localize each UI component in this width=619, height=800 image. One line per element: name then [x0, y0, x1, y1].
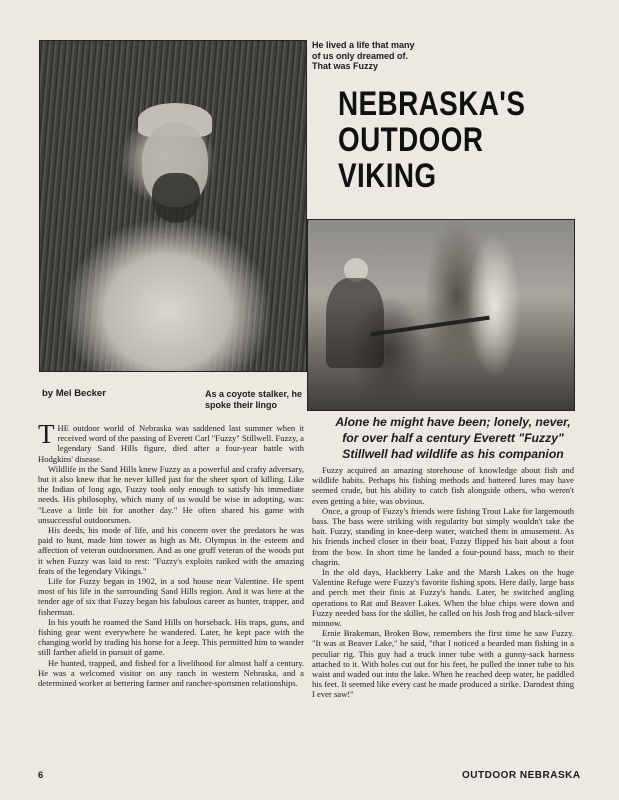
article-deck: Alone he might have been; lonely, never, for over half a century Everett "Fuzzy" Stillwell had wildlife as his companion	[335, 415, 571, 461]
rifle-shape	[370, 316, 489, 337]
title-line-1: NEBRASKA'S	[338, 85, 526, 123]
magazine-name: OUTDOOR NEBRASKA	[462, 770, 581, 781]
paragraph: Life for Fuzzy began in 1902, in a sod house near Valentine. He spent most of his life in the surrounding Sand Hills region. And it was here at the tender age of six that Fuzzy began his fabulous career as hunter, trapper, and fisherman.	[38, 576, 304, 617]
tagline: He lived a life that many of us only dreamed of. That was Fuzzy	[312, 40, 415, 71]
hunter-photo	[307, 219, 575, 411]
article-title	[338, 86, 535, 194]
hunter-body-shape	[326, 278, 384, 368]
paragraph: He hunted, trapped, and fished for a livelihood for almost half a century. He was a welcomed visitor on any ranch in western Nebraska, and a determined worker at bettering farmer and rancher-sportsmen relationships.	[38, 657, 304, 689]
byline: by Mel Becker	[42, 388, 106, 399]
right-column	[312, 465, 574, 700]
left-column	[38, 419, 304, 689]
paragraph: In the old days, Hackberry Lake and the Marsh Lakes on the huge Valentine Refuge were Fuzzy's favorite fishing spots. Here daily, large bass and perch met their finis at Fuzzy's hands. Later, he switched angling operations to Rat and Beaver Lakes. When the blue chips were down and Fuzzy needed bass for the skillet, he called on his Josh frog and black-silver minnow.	[312, 567, 574, 629]
paragraph: Fuzzy acquired an amazing storehouse of knowledge about fish and wildlife habits. Perhaps his fishing methods and battered lures may have seemed crude, but his ability to catch fish alongside others, who weren't even getting a bite, was obvious.	[312, 465, 574, 506]
paragraph: THE outdoor world of Nebraska was saddened last summer when it received word of the passing of Everett Carl "Fuzzy" Stillwell. Fuzzy, a legendary Sand Hills figure, died after a four-year battle with Hodgkins' disease.	[38, 419, 304, 464]
beard-shape	[152, 173, 200, 223]
title-line-3: VIKING	[338, 157, 437, 195]
photo-caption: As a coyote stalker, he spoke their lingo	[205, 389, 303, 410]
drop-cap: T	[38, 419, 55, 449]
paragraph: His deeds, his mode of life, and his concern over the predators he was paid to hunt, made him tower as high as Mt. Olympus in the esteem and affection of veteran outdoorsmen. And as one gruff veteran of the woods put it when Fuzzy was laid to rest: "Fuzzy's exploits ranked with the amazing feats of the legendary Vikings."	[38, 525, 304, 576]
paragraph: In his youth he roamed the Sand Hills on horseback. His traps, guns, and fishing gear went everywhere he wandered. Later, he kept pace with the changing world by trading his horse for a Jeep. This permitted him to wander still farther afield in pursuit of game.	[38, 616, 304, 658]
paragraph: Once, a group of Fuzzy's friends were fishing Trout Lake for largemouth bass. The bass were striking with regularity but simply wouldn't take the bait. Fuzzy, standing in knee-deep water, watched them in amusement. As his friends inched closer in their boat, Fuzzy flipped his bait about a foot from the bow. In short time he landed a four-pound bass, much to their chagrin.	[312, 505, 574, 567]
paragraph: Wildlife in the Sand Hills knew Fuzzy as a powerful and crafty adversary, but it also knew that he never killed just for the sheer sport of killing. Like the Indian of long ago, Fuzzy took only enough to satisfy his immediate needs. His philosophy, which many of us would be wise in adopting, was: "Leave a little bit for another day." He often shared his game with unsuccessful outdoorsmen.	[38, 463, 304, 525]
paragraph: Ernie Brakeman, Broken Bow, remembers the first time he saw Fuzzy. "It was at Beaver Lake," he said, "that I noticed a bearded man fishing in a peculiar rig. This guy had a truck inner tube with a gunny-sack harness attached to it. With holes cut out for his feet, he pulled the inner tube to his waist and waded out into the lake. When he reached deep water, he paddled his feet. It seemed like every cast he made produced a strike. Darndest thing I ever saw!"	[312, 628, 574, 700]
page-number: 6	[38, 770, 44, 781]
title-line-2: OUTDOOR	[338, 121, 484, 159]
portrait-photo	[39, 40, 307, 372]
